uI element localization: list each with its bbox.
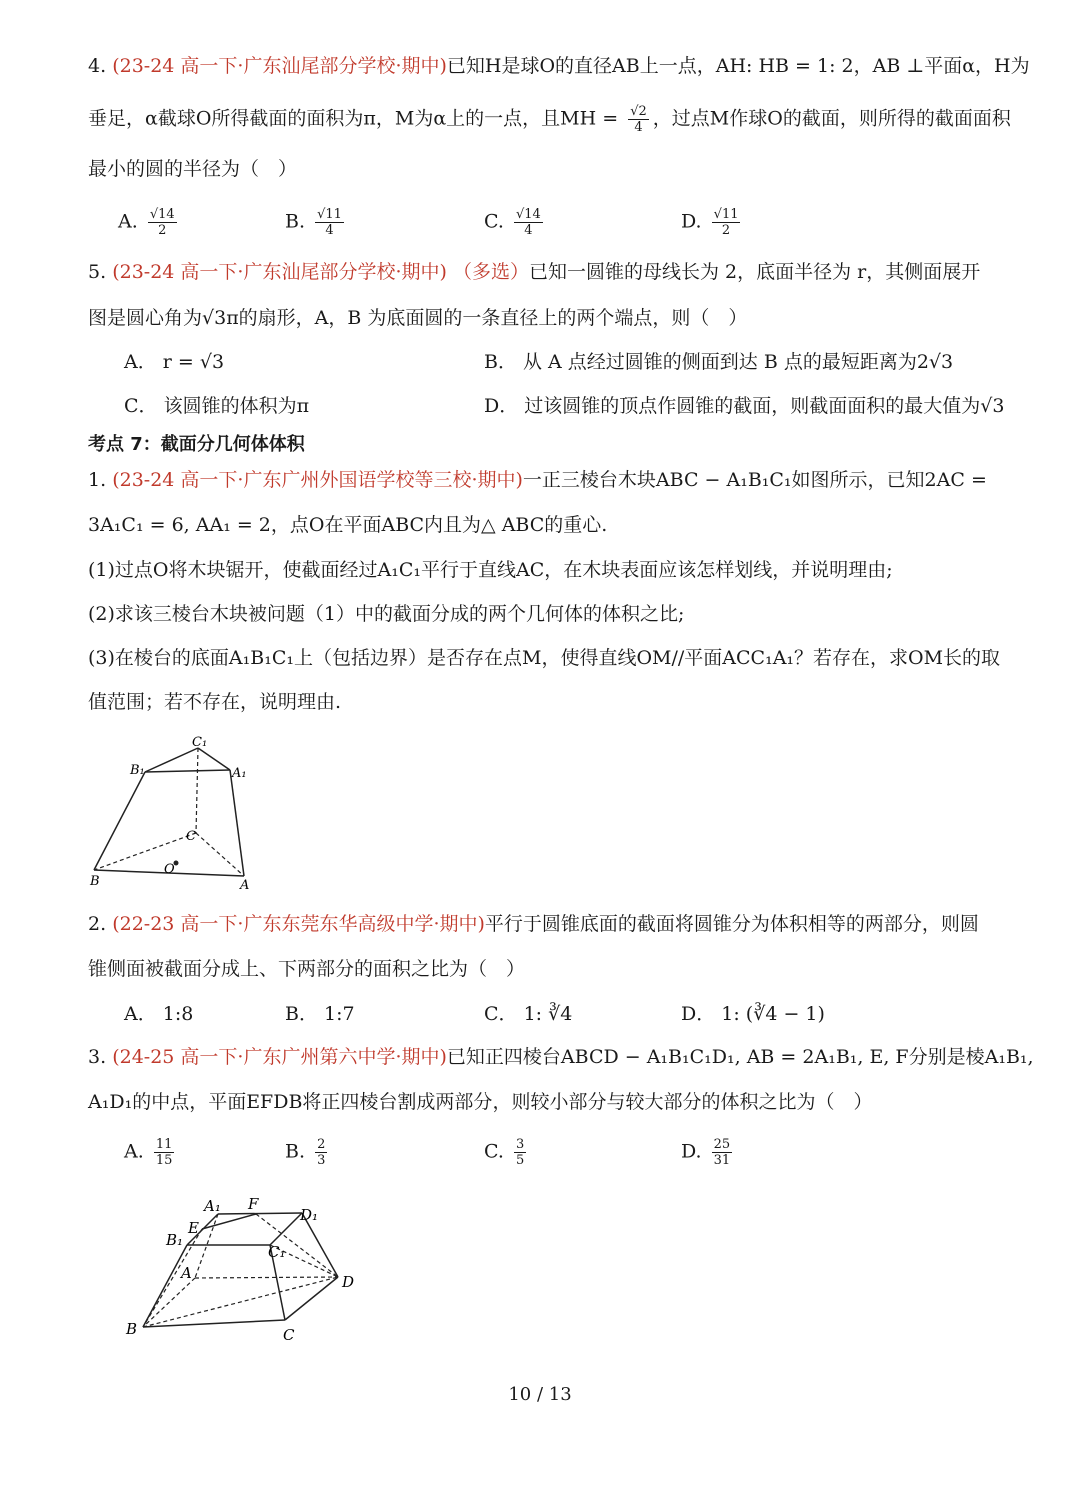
option-num: √11 — [317, 207, 342, 222]
option-label: B. — [285, 1140, 306, 1163]
p3-option-d — [681, 1137, 736, 1168]
label-d1: D₁ — [300, 1206, 319, 1224]
p3-line2: A₁D₁的中点，平面EFDB将正四棱台割成两部分，则较小部分与较大部分的体积之比为（ ） — [88, 1091, 873, 1113]
p1-number: 1. — [88, 469, 107, 491]
q5-text1: 已知一圆锥的母线长为 2，底面半径为 r，其侧面展开 — [528, 261, 981, 283]
p2-line1 — [88, 910, 1020, 938]
q4-option-c — [484, 207, 547, 238]
q5-option-a: A． r = √3 — [124, 351, 225, 373]
q4-text2a: 垂足，α截球O所得截面的面积为π，M为α上的一点，且MH = — [88, 107, 619, 130]
option-label: D. — [681, 210, 702, 233]
option-num: √11 — [713, 207, 739, 222]
p1-line4: (2)求该三棱台木块被问题（1）中的截面分成的两个几何体的体积之比; — [88, 603, 685, 625]
q5-text2: 图是圆心角为√3π的扇形，A，B 为底面圆的一条直径上的两个端点，则（ ） — [88, 307, 748, 329]
p1-line3: (1)过点O将木块锯开，使截面经过A₁C₁平行于直线AC，在木块表面应该怎样划线，并说明理由; — [88, 559, 893, 581]
p1-line5: (3)在棱台的底面A₁B₁C₁上（包括边界）是否存在点M，使得直线OM//平面ACC₁A₁？若存在，求OM长的取 — [88, 647, 1001, 669]
option-den: 15 — [155, 1153, 173, 1168]
label-a: A — [240, 878, 250, 893]
q4-line3 — [88, 155, 1020, 183]
option-den: 4 — [524, 223, 533, 238]
frustum-figure-1 — [80, 730, 280, 895]
q5-line2 — [88, 304, 1020, 332]
q4-line1 — [88, 52, 1030, 80]
q4-line2 — [88, 104, 1020, 135]
option-den: 3 — [317, 1153, 326, 1168]
q4-text2b: ，过点M作球O的截面，则所得的截面面积 — [652, 107, 1011, 130]
p1-text1: 一正三棱台木块ABC − A₁B₁C₁如图所示，已知2AC = — [522, 469, 987, 491]
edge-ca — [196, 833, 244, 876]
label-a: A — [181, 1264, 192, 1282]
edge-c1a1 — [198, 748, 230, 770]
p2-line2: 锥侧面被截面分成上、下两部分的面积之比为（ ） — [88, 958, 526, 980]
option-num: 11 — [155, 1137, 173, 1152]
edge-a1a — [230, 770, 244, 876]
option-den: 5 — [515, 1153, 525, 1168]
q5-source: (23-24 高一下·广东汕尾部分学校·期中) — [112, 261, 447, 283]
edge-b1c1 — [145, 748, 198, 772]
edge-b1b — [143, 1245, 187, 1327]
q4-fraction-num: √2 — [630, 104, 647, 119]
option-num: 25 — [713, 1137, 731, 1152]
q4-text1: 已知H是球O的直径AB上一点，AH: HB = 1: 2，AB ⊥平面α，H为 — [446, 55, 1030, 77]
edge-cd — [285, 1277, 338, 1320]
label-b: B — [90, 874, 100, 889]
label-d: D — [342, 1273, 355, 1291]
q4-option-a — [118, 207, 181, 238]
edge-a1d1 — [218, 1213, 302, 1214]
label-c: C — [186, 829, 196, 844]
label-c: C — [283, 1326, 295, 1344]
edge-ab — [143, 1278, 195, 1327]
label-e: E — [188, 1219, 199, 1237]
q4-source: (23-24 高一下·广东汕尾部分学校·期中) — [112, 55, 447, 77]
option-label: C. — [484, 210, 504, 233]
p2-option-a: A． 1:8 — [124, 1003, 194, 1025]
label-f: F — [248, 1195, 259, 1213]
label-b: B — [126, 1320, 138, 1338]
edge-b1b — [94, 772, 145, 870]
option-den: 2 — [158, 223, 167, 238]
q4-option-d — [681, 207, 744, 238]
edge-ad — [195, 1277, 338, 1278]
option-num: 2 — [317, 1137, 326, 1152]
q5-line1 — [88, 258, 1020, 286]
q5-option-b: B． 从 A 点经过圆锥的侧面到达 B 点的最短距离为2√3 — [484, 351, 954, 373]
p3-number: 3. — [88, 1046, 107, 1068]
p3-option-c — [484, 1137, 530, 1168]
p3-source: (24-25 高一下·广东广州第六中学·期中) — [112, 1046, 447, 1068]
label-o: O — [164, 862, 175, 877]
p3-line1 — [88, 1043, 1034, 1071]
option-label: A. — [124, 1140, 144, 1163]
p1-source: (23-24 高一下·广东广州外国语学校等三校·期中) — [112, 469, 523, 491]
option-label: A. — [118, 210, 138, 233]
option-num: 3 — [515, 1137, 525, 1152]
q5-option-c: C． 该圆锥的体积为π — [124, 395, 310, 417]
q4-text3: 最小的圆的半径为（ ） — [88, 158, 298, 180]
p3-text1: 已知正四棱台ABCD − A₁B₁C₁D₁, AB = 2A₁B₁, E, F分别是棱A₁B₁, — [446, 1046, 1034, 1068]
p2-number: 2. — [88, 913, 107, 935]
q4-fraction — [628, 104, 649, 135]
p1-line1 — [88, 466, 1020, 494]
edge-b1a1 — [145, 770, 230, 772]
option-den: 31 — [713, 1153, 731, 1168]
page-number: 10 / 13 — [508, 1384, 572, 1405]
label-b1: B₁ — [166, 1231, 184, 1249]
p3-option-a — [124, 1137, 178, 1168]
label-c1: C₁ — [268, 1243, 286, 1261]
label-a1: A₁ — [204, 1197, 221, 1215]
p1-line2: 3A₁C₁ = 6, AA₁ = 2，点O在平面ABC内且为△ ABC的重心. — [88, 514, 608, 536]
q4-fraction-den: 4 — [634, 120, 643, 135]
p2-option-d: D． 1: (∛4 − 1) — [681, 1003, 825, 1025]
q5-number: 5. — [88, 261, 107, 283]
section-heading: 考点 7：截面分几何体体积 — [88, 434, 305, 455]
option-label: B. — [285, 210, 306, 233]
edge-c1c — [196, 748, 198, 833]
edge-cb — [94, 833, 196, 870]
label-a1: A₁ — [232, 766, 247, 781]
frustum-figure-2 — [120, 1190, 370, 1350]
label-c1: C₁ — [192, 735, 208, 750]
option-den: 4 — [325, 223, 334, 238]
p2-source: (22-23 高一下·广东东莞东华高级中学·期中) — [112, 913, 485, 935]
q4-option-b — [285, 207, 348, 238]
option-den: 2 — [721, 223, 731, 238]
option-num: √14 — [515, 207, 541, 222]
p2-option-b: B． 1:7 — [285, 1003, 355, 1025]
p1-line6: 值范围；若不存在，说明理由. — [88, 691, 342, 713]
option-label: D. — [681, 1140, 702, 1163]
q4-number: 4. — [88, 55, 107, 77]
q5-option-d: D． 过该圆锥的顶点作圆锥的截面，则截面面积的最大值为√3 — [484, 395, 1005, 417]
p3-option-b — [285, 1137, 331, 1168]
p2-option-c: C． 1: ∛4 — [484, 1003, 573, 1025]
option-num: √14 — [149, 207, 175, 222]
option-label: C. — [484, 1140, 504, 1163]
edge-bd — [143, 1277, 338, 1327]
p2-text1: 平行于圆锥底面的截面将圆锥分为体积相等的两部分，则圆 — [484, 913, 979, 935]
q5-tag: （多选） — [452, 261, 529, 283]
label-b1: B₁ — [130, 763, 145, 778]
